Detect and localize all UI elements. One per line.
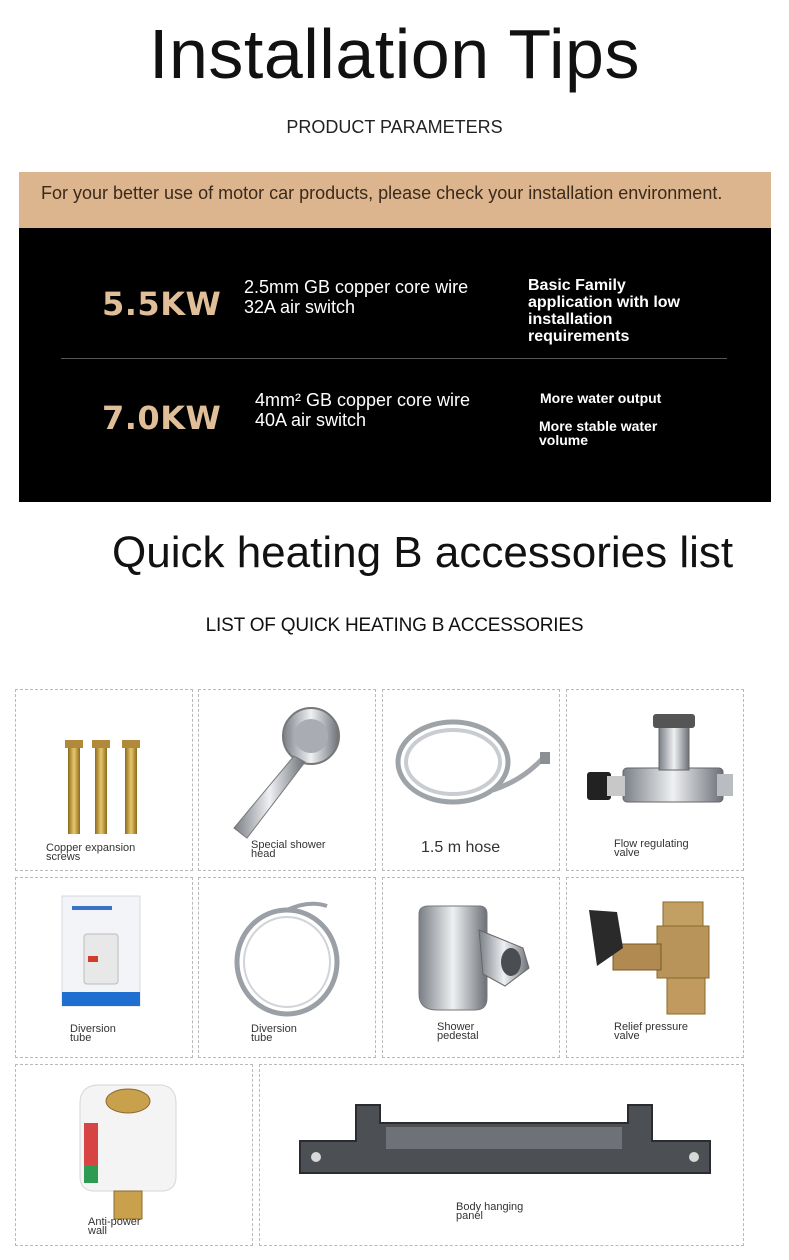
accessory-label: Body hanging panel [456, 1201, 524, 1222]
accessory-label: Flow regulating valve [614, 838, 689, 859]
accessory-card [382, 689, 560, 871]
accessory-label: Diversion tube [70, 1023, 116, 1044]
spec-panel [19, 228, 771, 502]
page-title: Installation Tips [149, 15, 640, 93]
accessory-card [15, 1064, 253, 1246]
accessories-subtitle: LIST OF QUICK HEATING B ACCESSORIES [205, 615, 584, 636]
accessory-card [198, 877, 376, 1058]
accessory-card [259, 1064, 744, 1246]
accessory-label: Copper expansion screws [46, 842, 136, 863]
environment-note: For your better use of motor car products, please check your installation environment. [41, 183, 723, 203]
accessory-card [382, 877, 560, 1058]
environment-banner [19, 172, 771, 228]
spec-note: More water output [540, 390, 662, 406]
spec-note: Basic Family application with low installation requirements [528, 277, 680, 345]
spec-note: More stable water volume [539, 418, 658, 448]
accessory-label: Shower pedestal [437, 1021, 479, 1042]
accessory-label: Relief pressure valve [614, 1021, 688, 1042]
power-rating: 7.0KW [102, 399, 222, 437]
accessory-card [15, 877, 193, 1058]
accessory-card [15, 689, 193, 871]
wiring-spec: 2.5mm GB copper core wire 32A air switch [244, 277, 469, 317]
spec-divider [61, 358, 727, 359]
accessory-card [198, 689, 376, 871]
section-subtitle: PRODUCT PARAMETERS [286, 117, 503, 137]
accessory-label: Anti-power wall [88, 1216, 141, 1237]
accessory-label: Diversion tube [251, 1023, 297, 1044]
wiring-spec: 4mm² GB copper core wire 40A air switch [255, 390, 471, 430]
accessory-label: Special shower head [251, 839, 326, 860]
accessory-card [566, 689, 744, 871]
accessory-card [566, 877, 744, 1058]
accessories-title: Quick heating B accessories list [112, 528, 734, 577]
accessory-label: 1.5 m hose [421, 839, 501, 856]
power-rating: 5.5KW [102, 285, 222, 323]
